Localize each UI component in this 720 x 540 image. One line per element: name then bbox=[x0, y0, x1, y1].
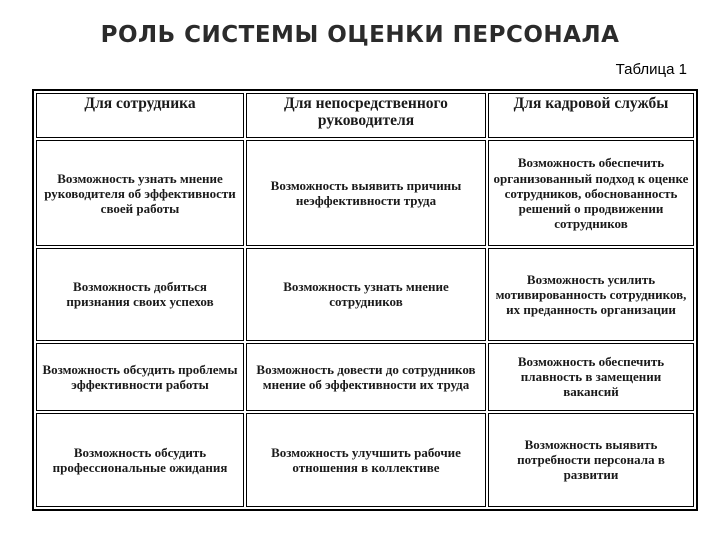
table-cell: Возможность выявить причины неэффективности труда bbox=[246, 140, 486, 246]
table-caption: Таблица 1 bbox=[615, 61, 687, 78]
table-cell: Возможность усилить мотивированность сотрудников, их преданность организации bbox=[488, 248, 694, 340]
table-cell: Возможность обеспечить плавность в замещении вакансий bbox=[488, 343, 694, 411]
table-row bbox=[36, 413, 694, 507]
header-employee: Для сотрудника bbox=[36, 93, 244, 138]
header-hr-service: Для кадровой службы bbox=[488, 93, 694, 138]
page-title: РОЛЬ СИСТЕМЫ ОЦЕНКИ ПЕРСОНАЛА bbox=[100, 22, 620, 48]
table-row bbox=[36, 343, 694, 411]
table-cell: Возможность довести до сотрудников мнение об эффективности их труда bbox=[246, 343, 486, 411]
table-cell: Возможность добиться признания своих успехов bbox=[36, 248, 244, 340]
table-row bbox=[36, 140, 694, 246]
table-cell: Возможность улучшить рабочие отношения в коллективе bbox=[246, 413, 486, 507]
table-cell: Возможность узнать мнение сотрудников bbox=[246, 248, 486, 340]
table-header-row bbox=[36, 93, 694, 138]
table-row bbox=[36, 248, 694, 340]
table-cell: Возможность выявить потребности персонала в развитии bbox=[488, 413, 694, 507]
table-cell: Возможность обсудить профессиональные ожидания bbox=[36, 413, 244, 507]
table-cell: Возможность узнать мнение руководителя об эффективности своей работы bbox=[36, 140, 244, 246]
roles-table bbox=[32, 89, 698, 511]
table-cell: Возможность обеспечить организованный подход к оценке сотрудников, обоснованность решений о продвижении сотрудников bbox=[488, 140, 694, 246]
table-cell: Возможность обсудить проблемы эффективности работы bbox=[36, 343, 244, 411]
header-manager: Для непосредственного руководителя bbox=[246, 93, 486, 138]
